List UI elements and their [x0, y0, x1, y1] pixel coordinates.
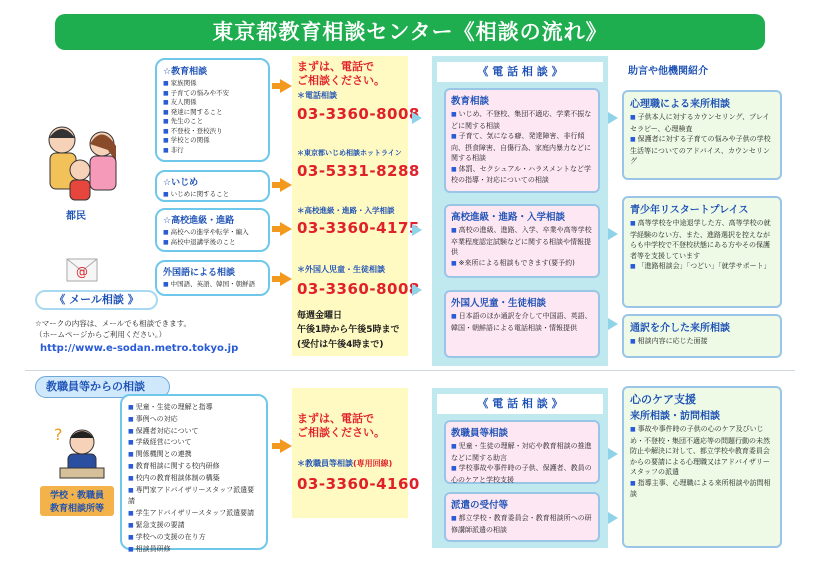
- list-item: ■ 保護者対応について: [128, 426, 260, 438]
- referral-psych: [622, 90, 782, 180]
- list-item: ■ 関係機関との連携: [128, 449, 260, 461]
- arrow: [272, 443, 280, 449]
- list-item: ■ 学生アドバイザリースタッフ派遣要請: [128, 508, 260, 520]
- arrow: [272, 226, 280, 232]
- section-divider: [25, 370, 795, 371]
- box-title: 外国人児童・生徒相談: [451, 298, 547, 309]
- arrow: [272, 276, 280, 282]
- referral-restart: [622, 196, 782, 308]
- list-item: ■ 不登校・登校渋り: [163, 127, 262, 137]
- list-item: ■ 発達に関すること: [163, 108, 262, 118]
- arrow: [412, 112, 422, 124]
- phone-number[interactable]: 03-3360-4175: [297, 219, 420, 237]
- arrow: [280, 272, 292, 286]
- arrow: [412, 224, 422, 236]
- arrow: [272, 83, 280, 89]
- arrow: [608, 512, 618, 524]
- list-item: ■ いじめに関すること: [163, 190, 262, 200]
- dedicated-line-tag: (専用回線): [353, 459, 393, 468]
- list-item: ■ 「進路相談会」「つどい」「就学サポート」: [630, 261, 774, 273]
- list-item: ■ 相談内容に応じた面接: [630, 336, 774, 348]
- arrow: [608, 228, 618, 240]
- list-item: ■ 学級経営について: [128, 437, 260, 449]
- list-item: ■ 指導主事、心理職による来所相談や訪問相談: [630, 478, 774, 500]
- box-title: 派遣の受付等: [451, 500, 509, 511]
- advice-label: 助言や他機関紹介: [628, 66, 708, 77]
- list-item: ■ 子育て、気になる癖、発達障害、非行傾向、摂食障害、自傷行為、家庭内暴力などに関する相談: [451, 131, 593, 164]
- phone-box-high-school: [444, 204, 600, 278]
- phone-label: ＊東京都いじめ相談ホットライン: [297, 149, 402, 157]
- list-item: ■ 学校事故や事件時の子供、保護者、教員の心のケアと学校支援: [451, 463, 593, 485]
- referral-interpreter: [622, 314, 782, 358]
- mail-note-sub: （ホームページからご利用ください。）: [35, 330, 167, 339]
- citizen-label: 都民: [66, 211, 86, 222]
- phone-lead: まずは、電話で ご相談ください。: [297, 60, 385, 87]
- box-title: 青少年リスタートプレイス: [630, 205, 749, 216]
- teacher-illustration: [50, 418, 110, 480]
- foreign-hours-time: 午後1時から午後5時まで: [297, 325, 400, 335]
- category-high-school: [155, 208, 270, 252]
- list-item: ■ 児童・生徒の理解と指導: [128, 402, 260, 414]
- arrow: [412, 284, 422, 296]
- care-subtitle: 来所相談・訪問相談: [630, 411, 720, 422]
- mail-url-link[interactable]: http://www.e-sodan.metro.tokyo.jp: [40, 343, 239, 354]
- staff-box-dispatch: [444, 492, 600, 542]
- staff-center-header: 《 電 話 相 談 》: [437, 394, 603, 414]
- phone-number[interactable]: 03-3360-8008: [297, 105, 420, 123]
- staff-phone-label: ＊教職員等相談: [297, 459, 353, 468]
- box-title: 高校進級・進路・入学相談: [451, 212, 566, 223]
- list-item: ■ 非行: [163, 146, 262, 156]
- care-title: 心のケア支援: [630, 393, 696, 406]
- list-item: ■ 学校との関係: [163, 136, 262, 146]
- family-illustration: [30, 110, 130, 205]
- phone-box-education: [444, 88, 600, 193]
- phone-number[interactable]: 03-5331-8288: [297, 162, 420, 180]
- list-item: ■ 体罰、セクシュアル・ハラスメントなど学校の指導・対応についての相談: [451, 164, 593, 186]
- category-bullying: [155, 170, 270, 202]
- staff-phone-column: [292, 388, 408, 518]
- list-item: ■ 中国語、英語、韓国・朝鮮語: [163, 280, 262, 290]
- box-title: 教職員等相談: [451, 428, 509, 439]
- list-item: ■ 高校への進学や転学・編入: [163, 228, 262, 238]
- phone-label: [297, 458, 392, 469]
- mail-note: ☆マークの内容は、メールでも相談できます。: [35, 319, 191, 328]
- category-foreign-language: [155, 260, 270, 296]
- list-item: ■ 児童・生徒の理解・対応や教育相談の推進などに関する助言: [451, 441, 593, 463]
- list-item: ■ 事故や事件時の子供の心のケア及びいじめ・不登校・集団不適応等の問題行動の未然防止や解決に対して、都立学校や教育委員会からの要請による心理職又はアドバイザリースタッフの派遣: [630, 424, 774, 478]
- tag-line: 学校・教職員: [49, 491, 104, 501]
- category-title: ☆教育相談: [163, 67, 208, 77]
- school-staff-tag: [40, 486, 114, 516]
- list-item: ■ 教育相談に関する校内研修: [128, 461, 260, 473]
- staff-topics: [120, 394, 268, 553]
- phone-number[interactable]: 03-3360-4160: [297, 475, 420, 493]
- foreign-hours-day: 毎週金曜日: [297, 311, 343, 321]
- list-item: ■ 専門家アドバイザリースタッフ派遣要請: [128, 485, 260, 509]
- list-item: ■ 日本語のほか通訳を介して中国語、英語、韓国・朝鮮語による電話相談・情報提供: [451, 311, 593, 333]
- list-item: ■ 緊急支援の要請: [128, 520, 260, 532]
- arrow: [280, 439, 292, 453]
- staff-phone-lead: まずは、電話で ご相談ください。: [297, 412, 385, 439]
- box-title: 通訳を介した来所相談: [630, 323, 730, 334]
- list-item: ■ 相談員研修: [128, 544, 260, 556]
- phone-box-foreign: [444, 290, 600, 358]
- arrow: [608, 448, 618, 460]
- list-item: ■ 校内の教育相談体制の構築: [128, 473, 260, 485]
- list-item: ■ 高校中退講学後のこと: [163, 238, 262, 248]
- staff-section-pill: 教職員等からの相談: [35, 376, 170, 398]
- phone-center-header: 《 電 話 相 談 》: [437, 62, 603, 82]
- arrow: [280, 222, 292, 236]
- foreign-hours-note: (受付は午後4時まで): [297, 340, 384, 350]
- list-item: ■ 先生のこと: [163, 117, 262, 127]
- mail-consultation-pill: 《 メール相談 》: [35, 290, 158, 310]
- phone-label: ＊電話相談: [297, 91, 337, 100]
- list-item: ■ 友人関係: [163, 98, 262, 108]
- phone-label: ＊高校進級・進路・入学相談: [297, 206, 395, 215]
- category-title: ☆高校進級・進路: [163, 216, 235, 226]
- list-item: ■ 都立学校・教育委員会・教育相談所への研修講師派遣の相談: [451, 513, 593, 535]
- svg-text:@: @: [76, 265, 88, 279]
- arrow: [280, 79, 292, 93]
- care-support-box: [622, 386, 782, 548]
- list-item: ■ 事例への対応: [128, 414, 260, 426]
- category-title: 外国語による相談: [163, 268, 236, 278]
- mail-icon: [66, 255, 98, 283]
- arrow: [608, 318, 618, 330]
- category-title: ☆いじめ: [163, 178, 199, 188]
- list-item: ■ ※来所による相談もできます(要予約): [451, 258, 593, 270]
- box-title: 教育相談: [451, 96, 490, 107]
- arrow: [608, 112, 618, 124]
- list-item: ■ 高校の進級、進路、入学、卒業や高等学校卒業程度認定試験などに関する相談や情報提供: [451, 225, 593, 258]
- list-item: ■ 学校への支援の在り方: [128, 532, 260, 544]
- tag-line: 教育相談所等: [49, 504, 104, 514]
- list-item: ■ 子育ての悩みや不安: [163, 89, 262, 99]
- box-title: 心理職による来所相談: [630, 99, 730, 110]
- list-item: ■ 家族関係: [163, 79, 262, 89]
- list-item: ■ 子供本人に対するカウンセリング、プレイセラピー、心理検査: [630, 112, 774, 134]
- list-item: ■ 高等学校を中途退学した方、高等学校の就学経験のない方、また、進路選択を控えながらも中学校で不登校状態にある方やその保護者等を支援しています: [630, 218, 774, 261]
- phone-label: ＊外国人児童・生徒相談: [297, 265, 385, 274]
- category-education: [155, 58, 270, 162]
- staff-box-consult: [444, 420, 600, 484]
- list-item: ■ 保護者に対する子育ての悩みや子供の学校生活等についてのアドバイス、カウンセリング: [630, 134, 774, 167]
- svg-text:?: ?: [54, 425, 63, 444]
- arrow: [272, 182, 280, 188]
- arrow: [280, 178, 292, 192]
- phone-number[interactable]: 03-3360-8008: [297, 280, 420, 298]
- list-item: ■ いじめ、不登校、集団不適応、学業不振などに関する相談: [451, 109, 593, 131]
- page-title: 東京都教育相談センター《相談の流れ》: [55, 14, 765, 50]
